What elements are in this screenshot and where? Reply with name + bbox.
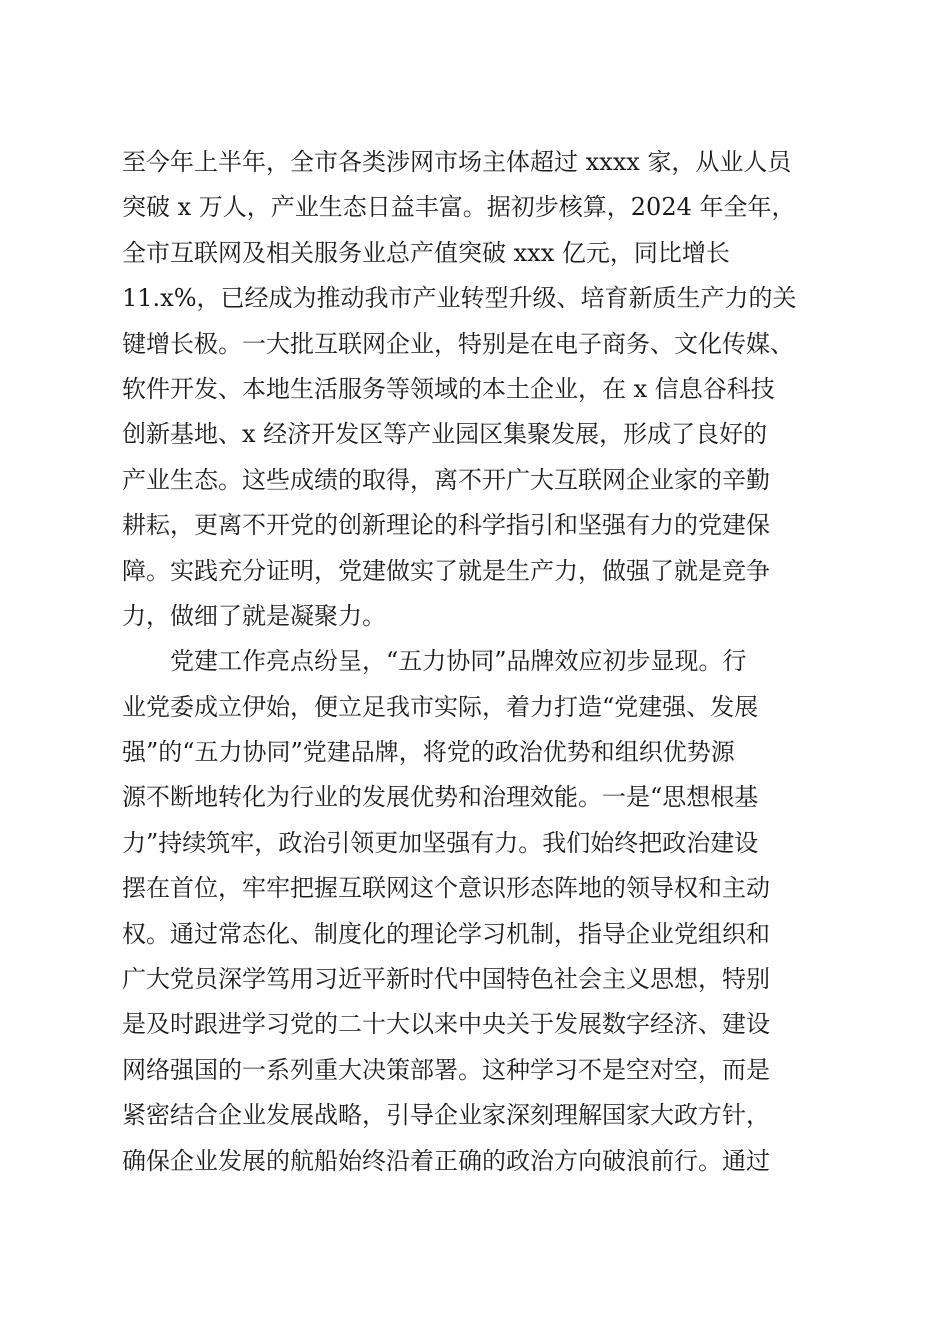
paragraph-line: 网络强国的一系列重大决策部署。这种学习不是空对空，而是 [122,1055,770,1084]
paragraph-line: 障。实践充分证明，党建做实了就是生产力，做强了就是竞争 [122,556,770,585]
paragraph-line: 业党委成立伊始，便立足我市实际，着力打造“党建强、发展 [122,692,759,721]
paragraph-line: 产业生态。这些成绩的取得，离不开广大互联网企业家的辛勤 [122,465,770,494]
paragraph-line: 紧密结合企业发展战略，引导企业家深刻理解国家大政方针， [122,1101,770,1130]
paragraph-line: 耕耘，更离不开党的创新理论的科学指引和坚强有力的党建保 [122,511,770,540]
paragraph-line: 11.x%，已经成为推动我市产业转型升级、培育新质生产力的关 [122,284,797,313]
paragraph-line: 力，做细了就是凝聚力。 [122,601,386,630]
paragraph-1 [122,140,842,639]
paragraph-2 [122,639,842,1184]
paragraph-line: 广大党员深学笃用习近平新时代中国特色社会主义思想，特别 [122,965,770,994]
paragraph-line: 力”持续筑牢，政治引领更加坚强有力。我们始终把政治建设 [122,828,759,857]
paragraph-line: 确保企业发展的航船始终沿着正确的政治方向破浪前行。通过 [122,1146,770,1175]
paragraph-line: 是及时跟进学习党的二十大以来中央关于发展数字经济、建设 [122,1010,770,1039]
paragraph-line: 创新基地、x 经济开发区等产业园区集聚发展，形成了良好的 [122,420,768,449]
paragraph-line: 摆在首位，牢牢把握互联网这个意识形态阵地的领导权和主动 [122,874,770,903]
paragraph-line: 键增长极。一大批互联网企业，特别是在电子商务、文化传媒、 [122,329,794,358]
paragraph-line: 党建工作亮点纷呈，“五力协同”品牌效应初步显现。行 [170,647,747,676]
paragraph-line: 软件开发、本地生活服务等领域的本土企业，在 x 信息谷科技 [122,374,775,403]
paragraph-line: 至今年上半年，全市各类涉网市场主体超过 xxxx 家，从业人员 [122,148,792,176]
paragraph-line: 突破 x 万人，产业生态日益丰富。据初步核算，2024 年全年， [122,193,796,222]
paragraph-line: 源不断地转化为行业的发展优势和治理效能。一是“思想根基 [122,783,759,812]
body-text [122,140,842,1184]
paragraph-line: 全市互联网及相关服务业总产值突破 xxx 亿元，同比增长 [122,238,730,267]
paragraph-line: 权。通过常态化、制度化的理论学习机制，指导企业党组织和 [122,919,770,948]
paragraph-line: 强”的“五力协同”党建品牌，将党的政治优势和组织优势源 [122,738,735,767]
